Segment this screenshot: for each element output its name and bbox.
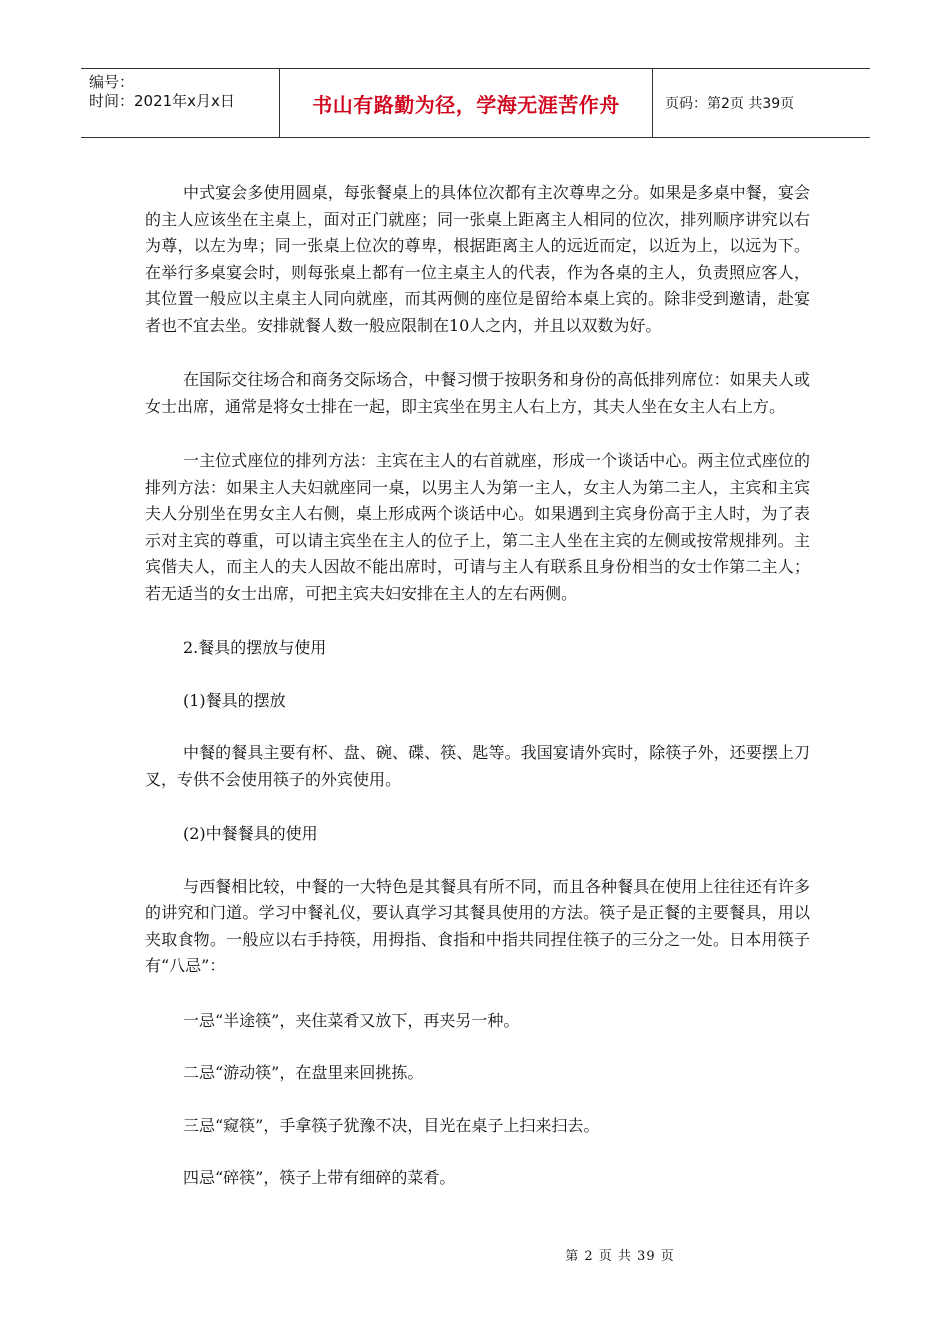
subsection-heading: (2)中餐餐具的使用 <box>183 824 318 843</box>
subsection-heading: (1)餐具的摆放 <box>183 690 286 710</box>
paragraph: 中餐的餐具主要有杯、盘、碗、碟、筷、匙等。我国宴请外宾时，除筷子外，还要摆上刀叉，专供不会使用筷子的外宾使用。 <box>145 743 810 789</box>
document-date: 时间：2021年x月x日 <box>89 92 235 110</box>
page-header <box>81 68 870 138</box>
header-meta <box>81 69 280 137</box>
paragraph: 与西餐相比较，中餐的一大特色是其餐具有所不同，而且各种餐具在使用上往往还有许多的讲究和门道。学习中餐礼仪，要认真学习其餐具使用的方法。筷子是正餐的主要餐具，用以夹取食物。一般应以右手持筷，用拇指、食指和中指共同捏住筷子的三分之一处。日本用筷子有“八忌”： <box>145 876 810 975</box>
paragraph: 中式宴会多使用圆桌，每张餐桌上的具体位次都有主次尊卑之分。如果是多桌中餐，宴会的主人应该坐在主桌上，面对正门就座；同一张桌上距离主人相同的位次，排列顺序讲究以右为尊，以左为卑；同一张桌上位次的尊卑，根据距离主人的远近而定，以近为上，以远为下。在举行多桌宴会时，则每张桌上都有一位主桌主人的代表，作为各桌的主人，负责照应客人，其位置一般应以主桌主人同向就座，而其两侧的座位是留给本桌上宾的。除非受到邀请，赴宴者也不宜去坐。安排就餐人数一般应限制在10人之内，并且以双数为好。 <box>145 183 810 335</box>
list-item: 三忌“窥筷”，手拿筷子犹豫不决，目光在桌子上扫来扫去。 <box>183 1115 600 1135</box>
list-item: 二忌“游动筷”，在盘里来回挑拣。 <box>183 1063 424 1082</box>
document-number: 编号： <box>89 73 135 91</box>
list-item: 一忌“半途筷”，夹住菜肴又放下，再夹另一种。 <box>183 1010 520 1030</box>
paragraph: 在国际交往场合和商务交际场合，中餐习惯于按职务和身份的高低排列席位：如果夫人或女士出席，通常是将女士排在一起，即主宾坐在男主人右上方，其夫人坐在女主人右上方。 <box>145 370 810 416</box>
document-body <box>145 180 810 1218</box>
header-page-info: 页码：第2页 共39页 <box>665 96 795 112</box>
header-motto: 书山有路勤为径，学海无涯苦作舟 <box>280 69 653 137</box>
paragraph: 一主位式座位的排列方法：主宾在主人的右首就座，形成一个谈话中心。两主位式座位的排列方法：如果主人夫妇就座同一桌，以男主人为第一主人，女主人为第二主人，主宾和主宾夫人分别坐在男女主人右侧，桌上形成两个谈话中心。如果遇到主宾身份高于主人时，为了表示对主宾的尊重，可以请主宾坐在主人的位子上，第二主人坐在主宾的左侧或按常规排列。主宾偕夫人，而主人的夫人因故不能出席时，可请与主人有联系且身份相当的女士作第二主人；若无适当的女士出席，可把主宾夫妇安排在主人的左右两侧。 <box>145 451 810 603</box>
section-heading: 2.餐具的摆放与使用 <box>183 638 327 657</box>
list-item: 四忌“碎筷”，筷子上带有细碎的菜肴。 <box>183 1168 456 1187</box>
page-footer: 第 2 页 共 39 页 <box>565 1249 675 1264</box>
